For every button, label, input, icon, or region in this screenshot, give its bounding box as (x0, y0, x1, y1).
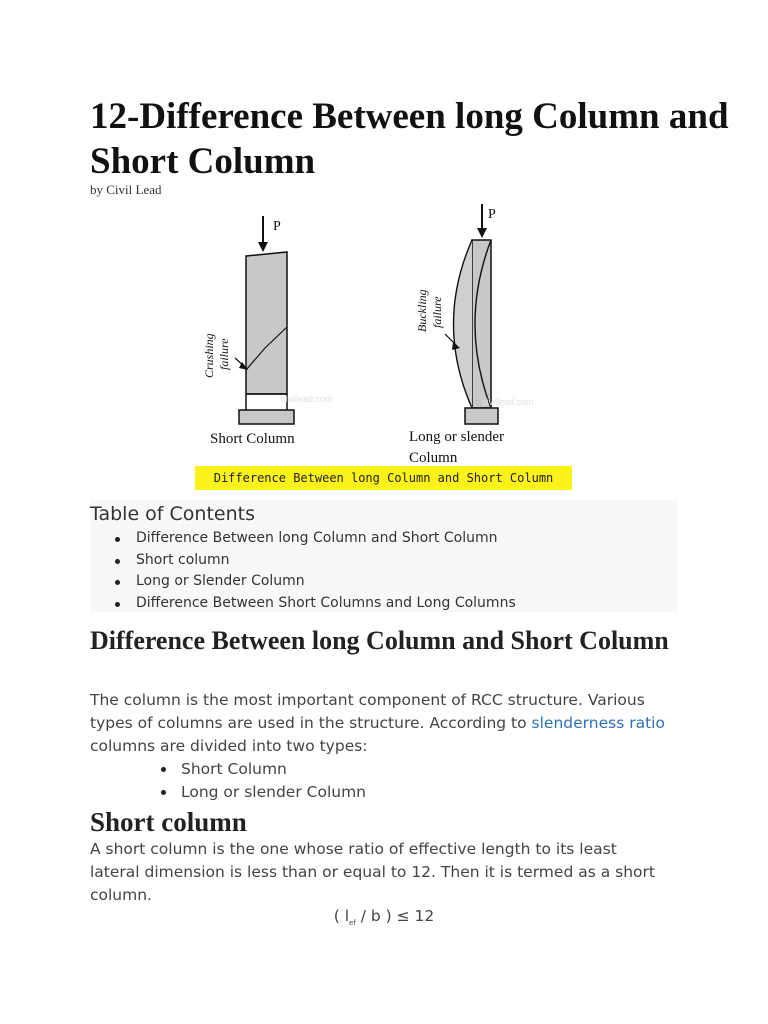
column-diagram (195, 196, 575, 464)
toc-item[interactable]: Difference Between Short Columns and Long Columns (90, 593, 516, 615)
buckling-label-2: failure (430, 296, 444, 328)
short-column-caption: Short Column (210, 431, 295, 447)
section-heading-short-column: Short column (90, 807, 247, 837)
figure-caption-highlight: Difference Between long Column and Short Column (195, 466, 572, 490)
long-column-caption-1: Long or slender (409, 429, 504, 445)
watermark-right: civillead.com (482, 397, 534, 407)
short-column-paragraph: A short column is the one whose ratio of effective length to its least lateral dimension is less than or equal to 12. Then it is termed as a short column. (90, 840, 655, 904)
slenderness-ratio-link[interactable]: slenderness ratio (531, 714, 665, 732)
short-column-base (239, 410, 294, 424)
toc-list (90, 528, 516, 614)
intro-paragraph (90, 689, 670, 758)
toc-item[interactable]: Difference Between long Column and Short Column (90, 528, 516, 550)
column-figure (195, 196, 575, 496)
intro-text-after: columns are divided into two types: (90, 737, 368, 755)
load-label-left: P (273, 219, 281, 234)
load-label-right: P (488, 207, 496, 222)
byline: by Civil Lead (90, 182, 162, 197)
formula-rest: / b ) ≤ 12 (355, 907, 435, 925)
list-item: Long or slender Column (90, 781, 366, 804)
arrowhead-right (477, 228, 487, 238)
intro-text-before: The column is the most important component of RCC structure. Various types of columns are used in the structure. According to (90, 691, 645, 732)
list-item: Short Column (90, 758, 366, 781)
section-heading-difference: Difference Between long Column and Short Column (90, 626, 669, 655)
page-title: 12-Difference Between long Column and Short Column (90, 96, 729, 182)
crushing-label-1: Crushing (202, 333, 216, 378)
column-types-list (90, 758, 366, 803)
long-column-caption-2: Column (409, 450, 458, 464)
formula-subscript: ef (349, 919, 356, 928)
short-column-drawing (202, 216, 333, 447)
toc-title: Table of Contents (90, 503, 255, 525)
slenderness-formula (0, 907, 768, 927)
long-column-drawing (409, 204, 534, 464)
crushing-label-2: failure (217, 338, 231, 370)
arrowhead-left (258, 242, 268, 252)
short-column-shaft (246, 252, 287, 394)
buckling-label-1: Buckling (415, 289, 429, 332)
toc-item[interactable]: Long or Slender Column (90, 571, 516, 593)
toc-item[interactable]: Short column (90, 550, 516, 572)
table-of-contents (90, 500, 678, 612)
buckled-shape (454, 240, 473, 408)
watermark-left: civillead.com (281, 394, 333, 404)
formula-open: ( l (333, 907, 350, 925)
long-column-base (465, 408, 498, 424)
